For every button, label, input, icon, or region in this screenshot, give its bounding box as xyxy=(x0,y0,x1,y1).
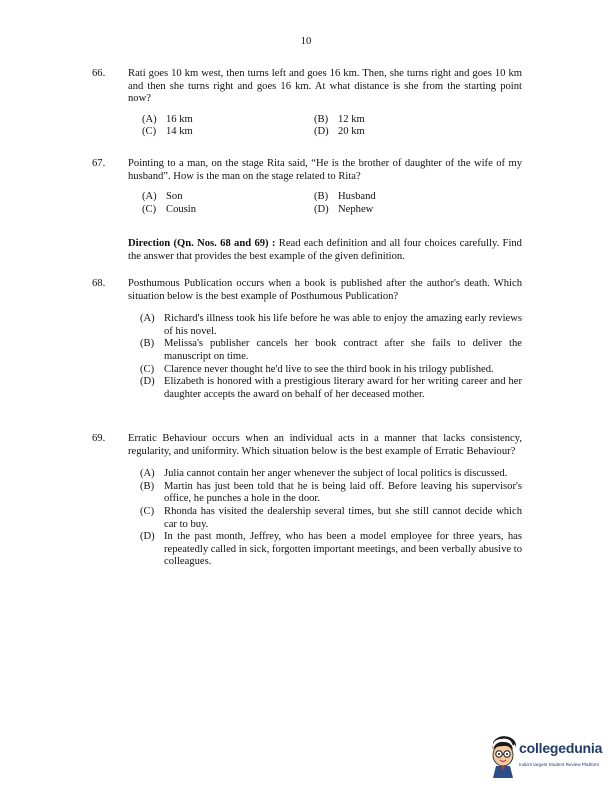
page-number: 10 xyxy=(300,36,312,47)
direction-text: Read each definition and all four choices carefully. Find the answer that provides the best example of the given definition. xyxy=(128,238,522,262)
option-label: (C) xyxy=(142,203,157,215)
option-b xyxy=(314,191,494,204)
logo-wordmark: collegedunia xyxy=(519,740,603,756)
option-c xyxy=(140,506,522,531)
question-number: 66. xyxy=(92,68,106,79)
question-66 xyxy=(92,68,522,139)
option-label: (B) xyxy=(314,113,329,125)
option-b xyxy=(140,338,522,363)
option-b xyxy=(314,114,494,127)
option-text: Clarence never thought he'd live to see the third book in his trilogy published. xyxy=(164,363,494,375)
question-67 xyxy=(92,158,522,216)
option-label: (B) xyxy=(140,480,155,492)
option-label: (D) xyxy=(314,203,329,215)
option-text: Elizabeth is honored with a prestigious literary award for her writing career and her daughter accepts the award on behalf of her deceased mother. xyxy=(164,376,522,400)
option-label: (A) xyxy=(142,113,157,125)
option-text: Martin has just been told that he is being laid off. Before leaving his supervisor's office, he punches a hole in the door. xyxy=(164,480,522,505)
direction-block xyxy=(128,238,522,263)
option-label: (C) xyxy=(142,126,157,138)
logo-tagline: India's largest Student Review Platform xyxy=(519,762,600,767)
option-text: Rhonda has visited the dealership several times, but she still cannot decide which car to buy. xyxy=(164,505,522,530)
option-text: 14 km xyxy=(166,126,193,138)
option-a xyxy=(140,468,522,481)
option-d xyxy=(314,204,494,217)
option-text: 12 km xyxy=(338,113,365,125)
option-text: Cousin xyxy=(166,203,197,215)
option-text: Husband xyxy=(338,191,376,203)
option-text: Son xyxy=(166,191,183,203)
question-69 xyxy=(92,433,522,569)
question-number: 67. xyxy=(92,158,106,169)
question-text: Erratic Behaviour occurs when an individual acts in a manner that lacks consistency, regularity, and uniformity. Which situation below is the best example of Erratic Behaviour? xyxy=(128,433,522,457)
option-label: (D) xyxy=(140,376,155,388)
options xyxy=(140,468,522,569)
option-label: (A) xyxy=(140,468,155,480)
option-text: Nephew xyxy=(338,203,374,215)
option-d xyxy=(314,126,494,139)
question-text: Pointing to a man, on the stage Rita said, “He is the brother of daughter of the wife of my husband”. How is the man on the stage related to Rita? xyxy=(128,158,522,182)
option-d xyxy=(140,531,522,569)
option-text: Julia cannot contain her anger whenever the subject of local politics is discussed. xyxy=(164,468,508,480)
option-c xyxy=(142,204,314,217)
option-text: Melissa's publisher cancels her book contract after she fails to deliver the manuscript on time. xyxy=(164,338,522,362)
option-text: In the past month, Jeffrey, who has been a model employee for three years, has repeatedly called in sick, forgotten important meetings, and been verbally abusive to colleagues. xyxy=(164,531,522,568)
option-label: (D) xyxy=(314,126,329,138)
collegedunia-logo xyxy=(487,736,602,778)
option-label: (A) xyxy=(142,191,157,203)
question-text: Rati goes 10 km west, then turns left and goes 16 km. Then, she turns right and goes 10 km and then she turns right and goes 16 km. At what distance is she from the starting point now? xyxy=(128,68,522,105)
option-c xyxy=(140,364,522,377)
option-text: 20 km xyxy=(338,126,365,138)
options xyxy=(142,191,522,216)
option-a xyxy=(142,114,314,127)
option-label: (C) xyxy=(140,363,155,375)
option-b xyxy=(140,481,522,506)
option-label: (A) xyxy=(140,313,155,325)
option-label: (B) xyxy=(314,191,329,203)
question-number: 69. xyxy=(92,433,106,444)
option-c xyxy=(142,126,314,139)
question-68 xyxy=(92,278,522,401)
option-d xyxy=(140,376,522,401)
direction-heading: Direction (Qn. Nos. 68 and 69) : xyxy=(128,238,276,249)
options xyxy=(140,313,522,401)
question-text: Posthumous Publication occurs when a book is published after the author's death. Which situation below is the best example of Posthumous Publication? xyxy=(128,278,522,302)
option-label: (B) xyxy=(140,338,155,350)
option-label: (D) xyxy=(140,531,155,543)
option-text: Richard's illness took his life before he was able to enjoy the amazing early reviews of his novel. xyxy=(164,313,522,337)
options xyxy=(142,114,522,139)
option-a xyxy=(140,313,522,338)
question-number: 68. xyxy=(92,278,106,289)
option-text: 16 km xyxy=(166,113,193,125)
mascot-icon xyxy=(487,736,519,778)
option-label: (C) xyxy=(140,505,155,517)
option-a xyxy=(142,191,314,204)
